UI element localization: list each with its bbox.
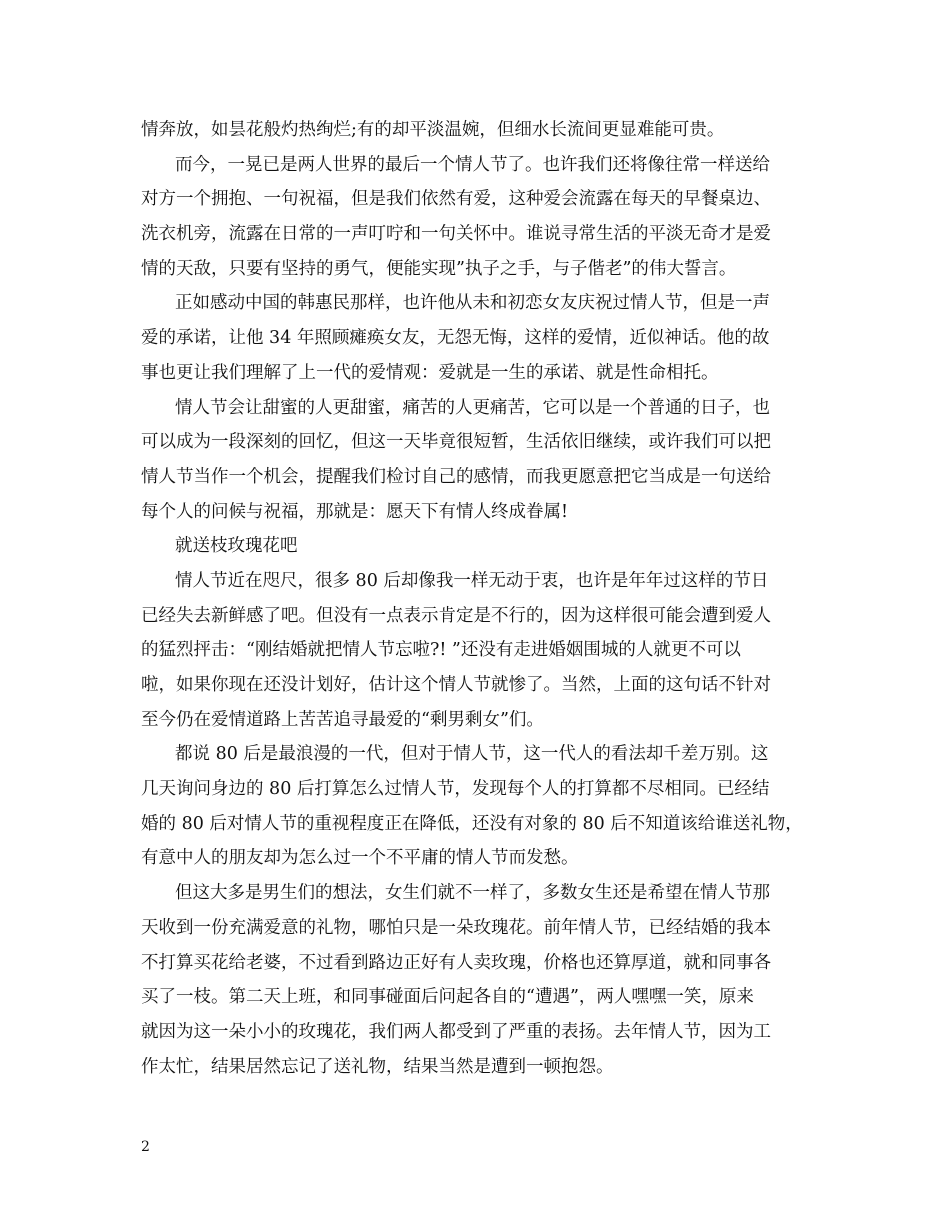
text-line: 正如感动中国的韩惠民那样，也许他从未和初恋女友庆祝过情人节，但是一声 <box>175 293 770 314</box>
text-line: 婚的 80 后对情人节的重视程度正在降低，还没有对象的 80 后不知道该给谁送礼物， <box>141 813 803 834</box>
text-line: 不打算买花给老婆，不过看到路边正好有人卖玫瑰，价格也还算厚道，就和同事各 <box>141 952 771 973</box>
text-line: 就因为这一朵小小的玫瑰花，我们两人都受到了严重的表扬。去年情人节，因为工 <box>141 1021 771 1042</box>
text-line: 情人节会让甜蜜的人更甜蜜，痛苦的人更痛苦，它可以是一个普通的日子，也 <box>175 397 770 418</box>
text-line: 情奔放，如昙花般灼热绚烂;有的却平淡温婉，但细水长流间更显难能可贵。 <box>141 120 725 140</box>
text-line: 的猛烈抨击：“刚结婚就把情人节忘啦?! ”还没有走进婚姻围城的人就更不可以 <box>141 640 741 661</box>
text-line: 买了一枝。第二天上班，和同事碰面后问起各自的“遭遇”，两人嘿嘿一笑，原来 <box>141 987 754 1008</box>
text-line: 洗衣机旁，流露在日常的一声叮咛和一句关怀中。谁说寻常生活的平淡无奇才是爱 <box>141 224 771 245</box>
section-heading: 就送枝玫瑰花吧 <box>175 536 298 557</box>
text-line: 情人节当作一个机会，提醒我们检讨自己的感情，而我更愿意把它当成是一句送给 <box>141 466 771 487</box>
text-line: 而今，一晃已是两人世界的最后一个情人节了。也许我们还将像往常一样送给 <box>175 154 770 175</box>
text-line: 每个人的问候与祝福，那就是：愿天下有情人终成眷属! <box>141 501 569 522</box>
text-line: 情人节近在咫尺，很多 80 后却像我一样无动于衷，也许是年年过这样的节日 <box>175 570 769 591</box>
text-line: 事也更让我们理解了上一代的爱情观：爱就是一生的承诺、就是性命相托。 <box>141 362 719 383</box>
text-line: 有意中人的朋友却为怎么过一个不平庸的情人节而发愁。 <box>141 848 579 869</box>
text-line: 几天询问身边的 80 后打算怎么过情人节，发现每个人的打算都不尽相同。已经结 <box>141 779 770 800</box>
text-line: 啦，如果你现在还没计划好，估计这个情人节就惨了。当然，上面的这句话不针对 <box>141 675 771 695</box>
page-number: 2 <box>141 1139 150 1155</box>
text-line: 可以成为一段深刻的回忆，但这一天毕竟很短暂，生活依旧继续，或许我们可以把 <box>141 432 771 453</box>
text-line: 天收到一份充满爱意的礼物，哪怕只是一朵玫瑰花。前年情人节，已经结婚的我本 <box>141 917 771 938</box>
text-line: 至今仍在爱情道路上苦苦追寻最爱的“剩男剩女”们。 <box>141 709 544 730</box>
text-line: 作太忙，结果居然忘记了送礼物，结果当然是遭到一顿抱怨。 <box>141 1056 614 1077</box>
text-line: 已经失去新鲜感了吧。但没有一点表示肯定是不行的，因为这样很可能会遭到爱人 <box>141 605 771 626</box>
body-text <box>141 113 813 1084</box>
text-line: 爱的承诺，让他 34 年照顾瘫痪女友，无怨无悔，这样的爱情，近似神话。他的故 <box>141 328 770 349</box>
text-line: 情的天敌，只要有坚持的勇气，便能实现”执子之手，与子偕老”的伟大誓言。 <box>141 258 737 279</box>
text-line: 但这大多是男生们的想法，女生们就不一样了，多数女生还是希望在情人节那 <box>175 883 770 904</box>
text-line: 对方一个拥抱、一句祝福，但是我们依然有爱，这种爱会流露在每天的早餐桌边、 <box>141 189 771 210</box>
text-line: 都说 80 后是最浪漫的一代，但对于情人节，这一代人的看法却千差万别。这 <box>175 744 769 765</box>
